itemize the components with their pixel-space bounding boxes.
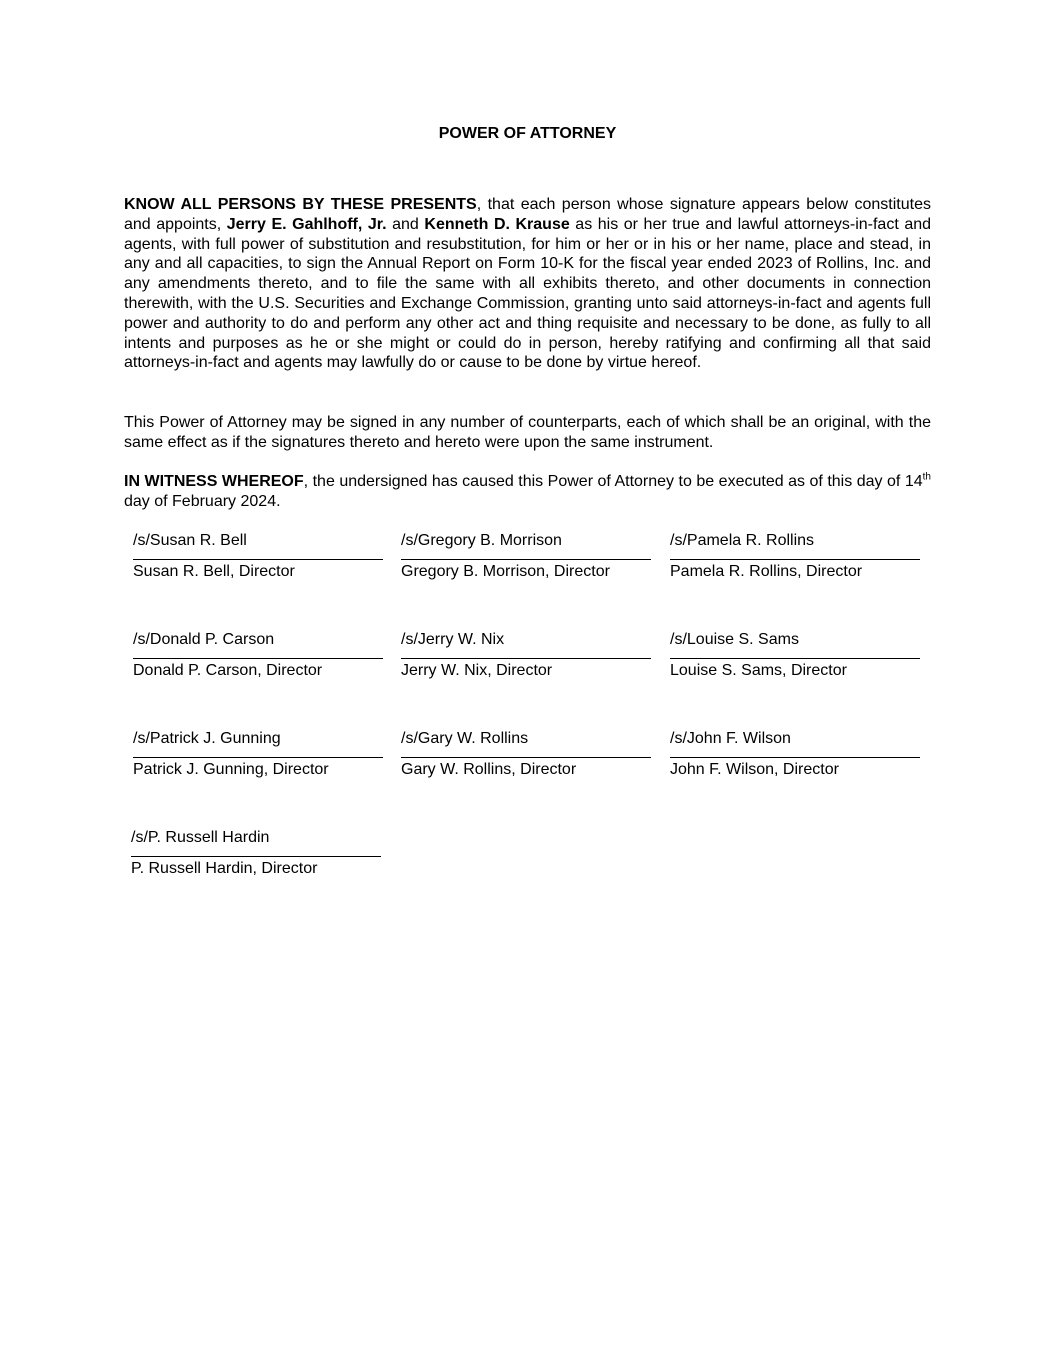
- signature-line: [401, 559, 651, 560]
- signature-line: [401, 757, 651, 758]
- signature-conformed: /s/Louise S. Sams: [670, 631, 799, 648]
- signature-block: [670, 630, 920, 681]
- document-title: POWER OF ATTORNEY: [438, 125, 617, 142]
- paragraph-text: and: [386, 215, 425, 233]
- signatory-name: Jerry W. Nix, Director: [401, 662, 553, 679]
- signature-line: [670, 658, 920, 659]
- signatory-name: John F. Wilson, Director: [670, 761, 839, 778]
- signature-line: [133, 757, 383, 758]
- signature-line: [133, 658, 383, 659]
- signature-conformed: /s/John F. Wilson: [670, 730, 791, 747]
- signature-conformed: /s/P. Russell Hardin: [131, 829, 270, 846]
- paragraph-text: day of February 2024.: [124, 492, 281, 510]
- attorney-name: Jerry E. Gahlhoff, Jr.: [226, 215, 387, 233]
- signatory-name: Gary W. Rollins, Director: [401, 761, 577, 778]
- signature-line: [131, 856, 381, 857]
- signature-block: [401, 729, 651, 780]
- lead-phrase: KNOW ALL PERSONS BY THESE PRESENTS: [124, 196, 477, 213]
- signatory-name: P. Russell Hardin, Director: [131, 860, 318, 877]
- signature-conformed: /s/Pamela R. Rollins: [670, 532, 815, 549]
- signatory-name: Louise S. Sams, Director: [670, 662, 847, 679]
- lead-phrase: IN WITNESS WHEREOF: [124, 473, 304, 490]
- signature-line: [670, 559, 920, 560]
- signatory-name: Patrick J. Gunning, Director: [133, 761, 329, 778]
- attorney-name: Kenneth D. Krause: [424, 215, 570, 233]
- signature-block: [133, 630, 383, 681]
- signature-conformed: /s/Donald P. Carson: [133, 631, 275, 648]
- signature-conformed: /s/Patrick J. Gunning: [133, 730, 281, 747]
- signature-block: [131, 828, 381, 879]
- signature-block: [670, 531, 920, 582]
- signature-block: [133, 531, 383, 582]
- signatory-name: Susan R. Bell, Director: [133, 563, 295, 580]
- signature-conformed: /s/Gary W. Rollins: [401, 730, 529, 747]
- signature-block: [670, 729, 920, 780]
- signature-line: [133, 559, 383, 560]
- signature-block: [133, 729, 383, 780]
- witness-paragraph: [124, 472, 931, 512]
- paragraph-text: as his or her true and lawful attorneys-in-fact and agents, with full power of substitution and resubstitution, for him or her or in his or her name, place and stead, in any and all capacities, to sign the Annual Report on Form 10-K for the fiscal year ended 2023 of Rollins, Inc. and any amendments thereto, and to file the same with all exhibits thereto, and other documents in connection therewith, with the U.S. Securities and Exchange Commission, granting unto said attorneys-in-fact and agents full power and authority to do and perform any other act and thing requisite and necessary to be done, as fully to all intents and purposes as he or she might or could do in person, hereby ratifying and confirming all that said attorneys-in-fact and agents may lawfully do or cause to be done by virtue hereof.: [124, 215, 932, 372]
- signature-line: [670, 757, 920, 758]
- signature-conformed: /s/Susan R. Bell: [133, 532, 247, 549]
- signatory-name: Pamela R. Rollins, Director: [670, 563, 863, 580]
- signature-conformed: /s/Gregory B. Morrison: [401, 532, 562, 549]
- signature-line: [401, 658, 651, 659]
- signature-block: [401, 630, 651, 681]
- appointment-paragraph: [124, 195, 931, 373]
- signatory-name: Gregory B. Morrison, Director: [401, 563, 610, 580]
- ordinal-suffix: th: [922, 471, 931, 483]
- signature-block: [401, 531, 651, 582]
- signatory-name: Donald P. Carson, Director: [133, 662, 323, 679]
- paragraph-text: , that each person whose signature appears below constitutes and appoints,: [124, 196, 931, 233]
- counterparts-paragraph: This Power of Attorney may be signed in any number of counterparts, each of which shall be an original, with the same effect as if the signatures thereto and hereto were upon the same instrument.: [124, 414, 931, 451]
- paragraph-text: , the undersigned has caused this Power of Attorney to be executed as of this day of 14: [303, 473, 923, 490]
- signature-conformed: /s/Jerry W. Nix: [401, 631, 505, 648]
